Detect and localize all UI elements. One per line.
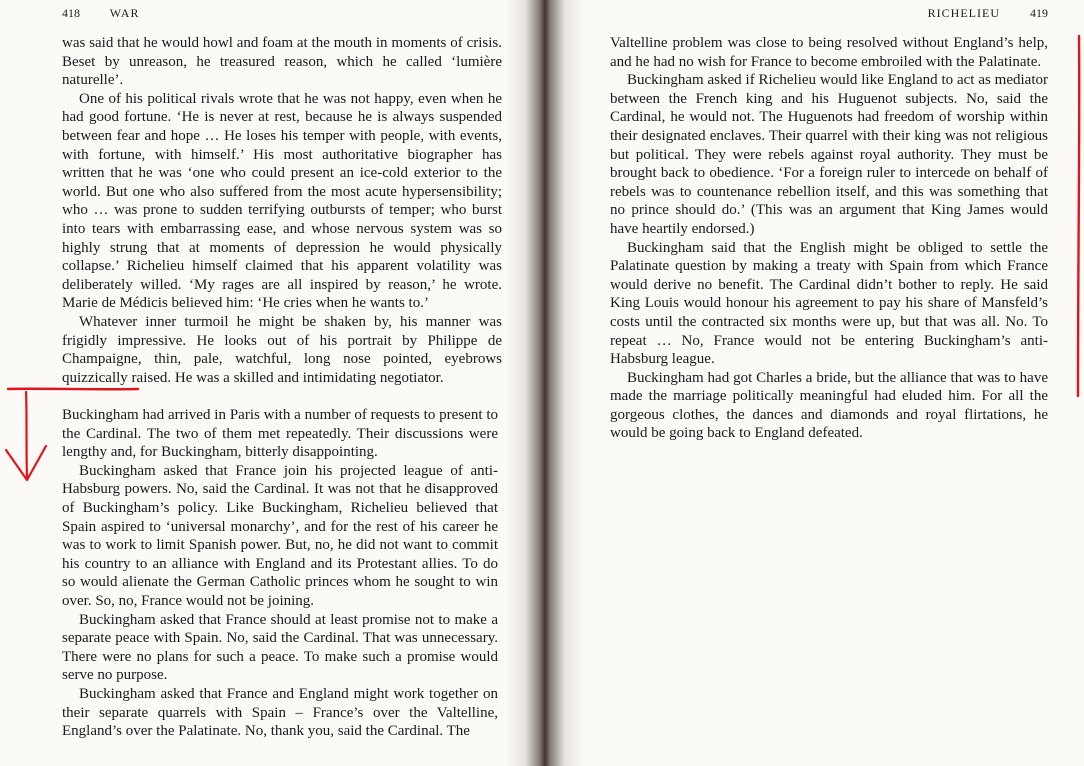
paragraph: Buckingham had got Charles a bride, but the alliance that was to have made the marriage politically meaningful had eluded him. For all the gorgeous clothes, the dances and diamonds and royal flirtations, he would be going back to England defeated. (610, 369, 1048, 442)
paragraph: Buckingham asked that France and England might work together on their separate quarrels with Spain – France’s over the Valtelline, England’s over the Palatinate. No, thank you, said the Cardinal. The (62, 685, 498, 740)
paragraph: Valtelline problem was close to being resolved without England’s help, and he had no wish for France to become embroiled with the Palatinate. (610, 35, 1048, 70)
right-running-title: RICHELIEU (927, 6, 1000, 20)
section-break-underline (8, 389, 138, 390)
margin-vertical-line (1078, 36, 1079, 396)
paragraph: Buckingham asked that France join his projected league of anti-Habsburg powers. No, said the Cardinal. It was not that he disapproved of Buckingham’s policy. Like Buckingham, Richelieu believed that Spain aspired to ‘universal monarchy’, and for the rest of his career he was to work to limit Spanish power. But, no, he did not want to commit his country to an alliance with England and its Protestant allies. To do so would alienate the German Catholic princes whom he sought to win over. So, no, France would not be joining. (62, 462, 498, 609)
paragraph: was said that he would howl and foam at the mouth in moments of crisis. Beset by unreason, he treasured reason, which he called ‘lumière naturelle’. (62, 35, 502, 89)
right-page-number: 419 (1030, 6, 1048, 20)
left-page-number: 418 (62, 6, 80, 20)
paragraph: One of his political rivals wrote that he was not happy, even when he had good fortune. ‘He is never at rest, because he is always suspended between fear and hope … He loses his temper with people, with events, with fortune, with himself.’ His most authoritative biographer has written that he was ‘one who could present an ice-cold exterior to the world. But one who also suffered from the most acute hypersensibility; who … was prone to sudden terrifying outbursts of temper; who burst into tears with embarrassing ease, and whose nervous system was so highly strung that at moments of depression he would physically collapse.’ Richelieu himself claimed that his apparent volatility was deliberately willed. ‘My rages are all inspired by reason,’ he wrote. Marie de Médicis believed him: ‘He cries when he wants to.’ (62, 90, 502, 312)
paragraph: Buckingham asked that France should at least promise not to make a separate peace with Spain. No, said the Cardinal. That was unnecessary. There were no plans for such a peace. To make such a promise would serve no purpose. (62, 611, 498, 684)
paragraph: Whatever inner turmoil he might be shaken by, his manner was frigidly impressive. He looks out of his portrait by Philippe de Champaigne, thin, pale, watchful, long nose pointed, eyebrows quizzically raised. He was a skilled and intimidating negotiator. (62, 313, 502, 386)
arrow-down-shaft (26, 392, 27, 478)
paragraph: Buckingham asked if Richelieu would like England to act as mediator between the French king and his Huguenot subjects. No, said the Cardinal, he would not. The Huguenots had freedom of worship within their designated enclaves. Their quarrel with their king was not religious but political. They were rebels against royal authority. They must be brought back to obedience. ‘For a foreign ruler to intercede on behalf of rebels was to countenance rebellion itself, and this was something that no prince should do.’ (This was an argument that King James would have heartily endorsed.) (610, 72, 1048, 237)
paragraph: Buckingham said that the English might be obliged to settle the Palatinate question by making a treaty with Spain from which France would derive no benefit. The Cardinal didn’t bother to reply. He said King Louis would honour his agreement to pay his share of Mansfeld’s costs until the contracted six months were up, but that was all. No. To repeat … No, France would not be entering Buckingham’s anti-Habsburg league. (610, 239, 1048, 368)
left-running-title: WAR (109, 6, 140, 20)
paragraph: Buckingham had arrived in Paris with a number of requests to present to the Cardinal. The two of them met repeatedly. Their discussions were lengthy and, for Buckingham, bitterly disappointing. (62, 407, 498, 461)
